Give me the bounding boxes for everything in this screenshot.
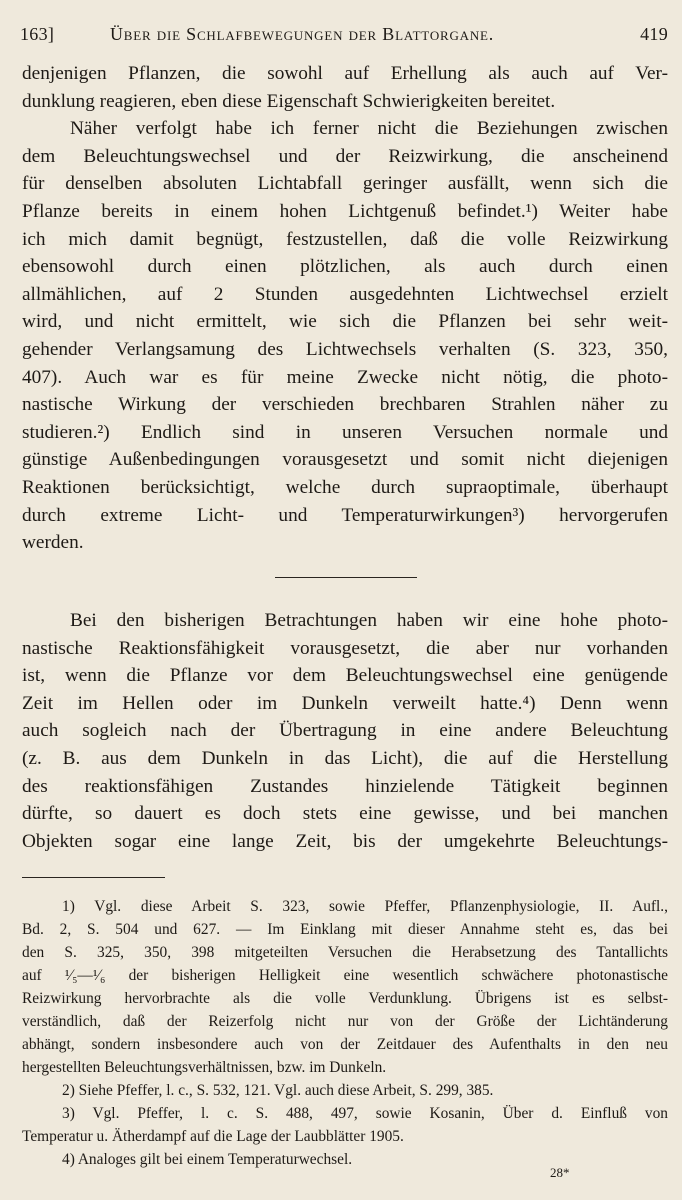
text-line: nastische Reaktionsfähigkeit vorausgesetzt, die aber nur vorhanden <box>22 637 668 659</box>
text-line: Zeit im Hellen oder im Dunkeln verweilt hatte.⁴) Denn wenn <box>22 692 668 714</box>
footnote-3 <box>22 1102 668 1148</box>
text-line: ebensowohl durch einen plötzlichen, als auch durch einen <box>22 256 668 278</box>
footnote-line: 2) Siehe Pfeffer, l. c., S. 532, 121. Vgl. auch diese Arbeit, S. 299, 385. <box>62 1082 494 1099</box>
paragraph <box>22 60 668 115</box>
paragraph <box>22 607 668 855</box>
footnote-line: Temperatur u. Ätherdampf auf die Lage der Laubblätter 1905. <box>22 1128 404 1145</box>
text-line: gehender Verlangsamung des Lichtwechsels verhalten (S. 323, 350, <box>22 338 668 360</box>
footnote-1 <box>22 895 668 1079</box>
footnote-line: verständlich, daß der Reizerfolg nicht nur von der Größe der Lichtänderung <box>22 1013 668 1030</box>
text-line: 407). Auch war es für meine Zwecke nicht nötig, die photo- <box>22 366 668 388</box>
text-line: ist, wenn die Pflanze vor dem Beleuchtungswechsel eine genügende <box>22 665 668 687</box>
text-line: wird, und nicht ermittelt, wie sich die Pflanzen bei sehr weit- <box>22 311 668 333</box>
text-line: studieren.²) Endlich sind in unseren Versuchen normale und <box>22 421 668 443</box>
text-line: Reaktionen berücksichtigt, welche durch supraoptimale, überhaupt <box>22 476 668 498</box>
section-divider <box>275 577 417 578</box>
footnote-line: den S. 325, 350, 398 mitgeteilten Versuchen die Herabsetzung des Tantallichts <box>22 944 668 961</box>
text-line: dem Beleuchtungswechsel und der Reizwirkung, die anscheinend <box>22 145 668 167</box>
footnotes <box>22 895 668 1171</box>
signature-mark: 28* <box>550 1165 570 1180</box>
text-line: auch sogleich nach der Übertragung in eine andere Beleuchtung <box>22 720 668 742</box>
page-reference: 163] <box>20 24 55 44</box>
body-text-upper <box>22 60 668 557</box>
text-line: Näher verfolgt habe ich ferner nicht die Beziehungen zwischen <box>70 118 668 140</box>
text-line: des reaktionsfähigen Zustandes hinzielende Tätigkeit beginnen <box>22 775 668 797</box>
page-number: 419 <box>640 24 668 44</box>
text-line: günstige Außenbedingungen vorausgesetzt und somit nicht diejenigen <box>22 449 668 471</box>
footnote-line: Bd. 2, S. 504 und 627. — Im Einklang mit dieser Annahme steht es, das bei <box>22 921 668 938</box>
text-line: allmählichen, auf 2 Stunden ausgedehnten Lichtwechsel erzielt <box>22 283 668 305</box>
footnote-4 <box>22 1148 668 1171</box>
footnote-line: auf ¹⁄₅—¹⁄₆ der bisherigen Helligkeit eine wesentlich schwächere photonastische <box>22 967 668 984</box>
text-line: dürfte, so dauert es doch stets eine gewisse, und bei manchen <box>22 803 668 825</box>
footnote-line: 3) Vgl. Pfeffer, l. c. S. 488, 497, sowie Kosanin, Über d. Einfluß von <box>62 1105 668 1122</box>
text-line: Pflanze bereits in einem hohen Lichtgenuß befindet.¹) Weiter habe <box>22 200 668 222</box>
text-line: ich mich damit begnügt, festzustellen, daß die volle Reizwirkung <box>22 228 668 250</box>
footnote-line: 1) Vgl. diese Arbeit S. 323, sowie Pfeffer, Pflanzenphysiologie, II. Aufl., <box>62 898 668 915</box>
paragraph <box>22 115 668 557</box>
footnote-line: Reizwirkung hervorbrachte als die volle Verdunklung. Übrigens ist es selbst- <box>22 990 668 1007</box>
text-line: (z. B. aus dem Dunkeln in das Licht), die auf die Herstellung <box>22 747 668 769</box>
text-line: nastische Wirkung der verschieden brechbaren Strahlen näher zu <box>22 394 668 416</box>
footnote-rule <box>22 877 165 878</box>
text-line: denjenigen Pflanzen, die sowohl auf Erhellung als auch auf Ver- <box>22 63 668 84</box>
footnote-2 <box>22 1079 668 1102</box>
body-text-lower <box>22 607 668 855</box>
text-line: Objekten sogar eine lange Zeit, bis der umgekehrte Beleuchtungs- <box>22 830 668 852</box>
text-line: werden. <box>22 532 84 554</box>
footnote-line: abhängt, sondern insbesondere auch von der Zeitdauer des Aufenthalts in den neu <box>22 1036 668 1053</box>
text-line: durch extreme Licht- und Temperaturwirkungen³) hervorgerufen <box>22 504 668 526</box>
text-line: Bei den bisherigen Betrachtungen haben wir eine hohe photo- <box>70 610 668 631</box>
running-title: Über die Schlafbewegungen der Blattorgane. <box>110 24 495 44</box>
text-line: für denselben absoluten Lichtabfall geringer ausfällt, wenn sich die <box>22 173 668 195</box>
footnote-line: hergestellten Beleuchtungsverhältnissen, bzw. im Dunkeln. <box>22 1059 387 1076</box>
footnote-line: 4) Analoges gilt bei einem Temperaturwechsel. <box>62 1151 353 1168</box>
text-line: dunklung reagieren, eben diese Eigenschaft Schwierigkeiten bereitet. <box>22 90 556 112</box>
